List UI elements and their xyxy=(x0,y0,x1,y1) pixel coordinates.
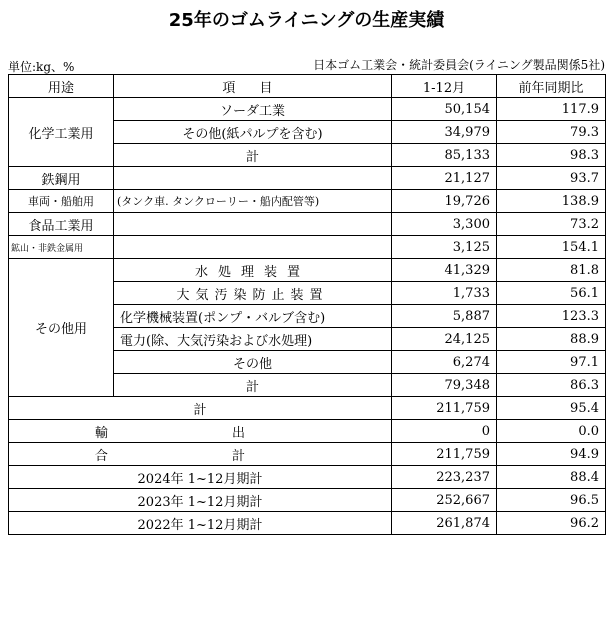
history-row xyxy=(9,512,606,535)
source-label: 日本ゴム工業会・統計委員会(ライニング製品関係5社) xyxy=(313,58,605,72)
value-cell: 6,274 xyxy=(392,351,497,374)
item-cell: その他(紙パルプを含む) xyxy=(114,121,392,144)
group-food: 食品工業用 xyxy=(9,213,114,236)
item-cell xyxy=(114,213,392,236)
item-cell: 水処理装置 xyxy=(114,259,392,282)
value-cell: 211,759 xyxy=(392,397,497,420)
group-steel: 鉄鋼用 xyxy=(9,167,114,190)
group-mining: 鉱山・非鉄金属用 xyxy=(9,236,114,259)
yoy-cell: 56.1 xyxy=(497,282,606,305)
value-cell: 85,133 xyxy=(392,144,497,167)
value-cell: 223,237 xyxy=(392,466,497,489)
total-row xyxy=(9,397,606,420)
header-use: 用途 xyxy=(9,75,114,98)
yoy-cell: 88.9 xyxy=(497,328,606,351)
history-label: 2022年 1~12月期計 xyxy=(9,512,392,535)
yoy-cell: 0.0 xyxy=(497,420,606,443)
value-cell: 1,733 xyxy=(392,282,497,305)
table-row xyxy=(9,213,606,236)
total-label: 計 xyxy=(9,397,392,420)
table-row xyxy=(9,167,606,190)
history-label: 2024年 1~12月期計 xyxy=(9,466,392,489)
group-other: その他用 xyxy=(9,259,114,397)
yoy-cell: 97.1 xyxy=(497,351,606,374)
yoy-cell: 98.3 xyxy=(497,144,606,167)
value-cell: 50,154 xyxy=(392,98,497,121)
yoy-cell: 86.3 xyxy=(497,374,606,397)
value-cell: 41,329 xyxy=(392,259,497,282)
item-cell: (タンク車. タンクローリー・船内配管等) xyxy=(114,190,392,213)
value-cell: 3,300 xyxy=(392,213,497,236)
unit-label: 単位:kg、% xyxy=(8,60,75,74)
yoy-cell: 154.1 xyxy=(497,236,606,259)
value-cell: 21,127 xyxy=(392,167,497,190)
value-cell: 252,667 xyxy=(392,489,497,512)
table-row xyxy=(9,259,606,282)
yoy-cell: 88.4 xyxy=(497,466,606,489)
value-cell: 3,125 xyxy=(392,236,497,259)
yoy-cell: 96.2 xyxy=(497,512,606,535)
yoy-cell: 96.5 xyxy=(497,489,606,512)
table-row xyxy=(9,236,606,259)
value-cell: 34,979 xyxy=(392,121,497,144)
value-cell: 24,125 xyxy=(392,328,497,351)
value-cell: 19,726 xyxy=(392,190,497,213)
yoy-cell: 123.3 xyxy=(497,305,606,328)
value-cell: 0 xyxy=(392,420,497,443)
header-yoy: 前年同期比 xyxy=(497,75,606,98)
yoy-cell: 73.2 xyxy=(497,213,606,236)
yoy-cell: 138.9 xyxy=(497,190,606,213)
item-cell xyxy=(114,167,392,190)
yoy-cell: 79.3 xyxy=(497,121,606,144)
yoy-cell: 117.9 xyxy=(497,98,606,121)
history-row xyxy=(9,489,606,512)
table-row xyxy=(9,98,606,121)
item-cell: 計 xyxy=(114,144,392,167)
group-chem: 化学工業用 xyxy=(9,98,114,167)
yoy-cell: 81.8 xyxy=(497,259,606,282)
table-row xyxy=(9,190,606,213)
item-cell xyxy=(114,236,392,259)
history-row xyxy=(9,466,606,489)
item-cell: 大気汚染防止装置 xyxy=(114,282,392,305)
header-period: 1-12月 xyxy=(392,75,497,98)
yoy-cell: 94.9 xyxy=(497,443,606,466)
yoy-cell: 95.4 xyxy=(497,397,606,420)
history-label: 2023年 1~12月期計 xyxy=(9,489,392,512)
yoy-cell: 93.7 xyxy=(497,167,606,190)
item-cell: 計 xyxy=(114,374,392,397)
page-title: 25年のゴムライニングの生産実績 xyxy=(168,10,445,31)
group-vehicle: 車両・船舶用 xyxy=(9,190,114,213)
grand-total-row xyxy=(9,443,606,466)
export-row xyxy=(9,420,606,443)
export-label: 輸 出 xyxy=(9,420,392,443)
item-cell: ソーダ工業 xyxy=(114,98,392,121)
item-cell: 化学機械装置(ポンプ・バルブ含む) xyxy=(114,305,392,328)
grand-total-label: 合 計 xyxy=(9,443,392,466)
item-cell: 電力(除、大気汚染および水処理) xyxy=(114,328,392,351)
item-cell: その他 xyxy=(114,351,392,374)
value-cell: 79,348 xyxy=(392,374,497,397)
value-cell: 261,874 xyxy=(392,512,497,535)
value-cell: 211,759 xyxy=(392,443,497,466)
header-row xyxy=(9,75,606,98)
production-table xyxy=(8,74,606,535)
value-cell: 5,887 xyxy=(392,305,497,328)
header-item: 項 目 xyxy=(114,75,392,98)
